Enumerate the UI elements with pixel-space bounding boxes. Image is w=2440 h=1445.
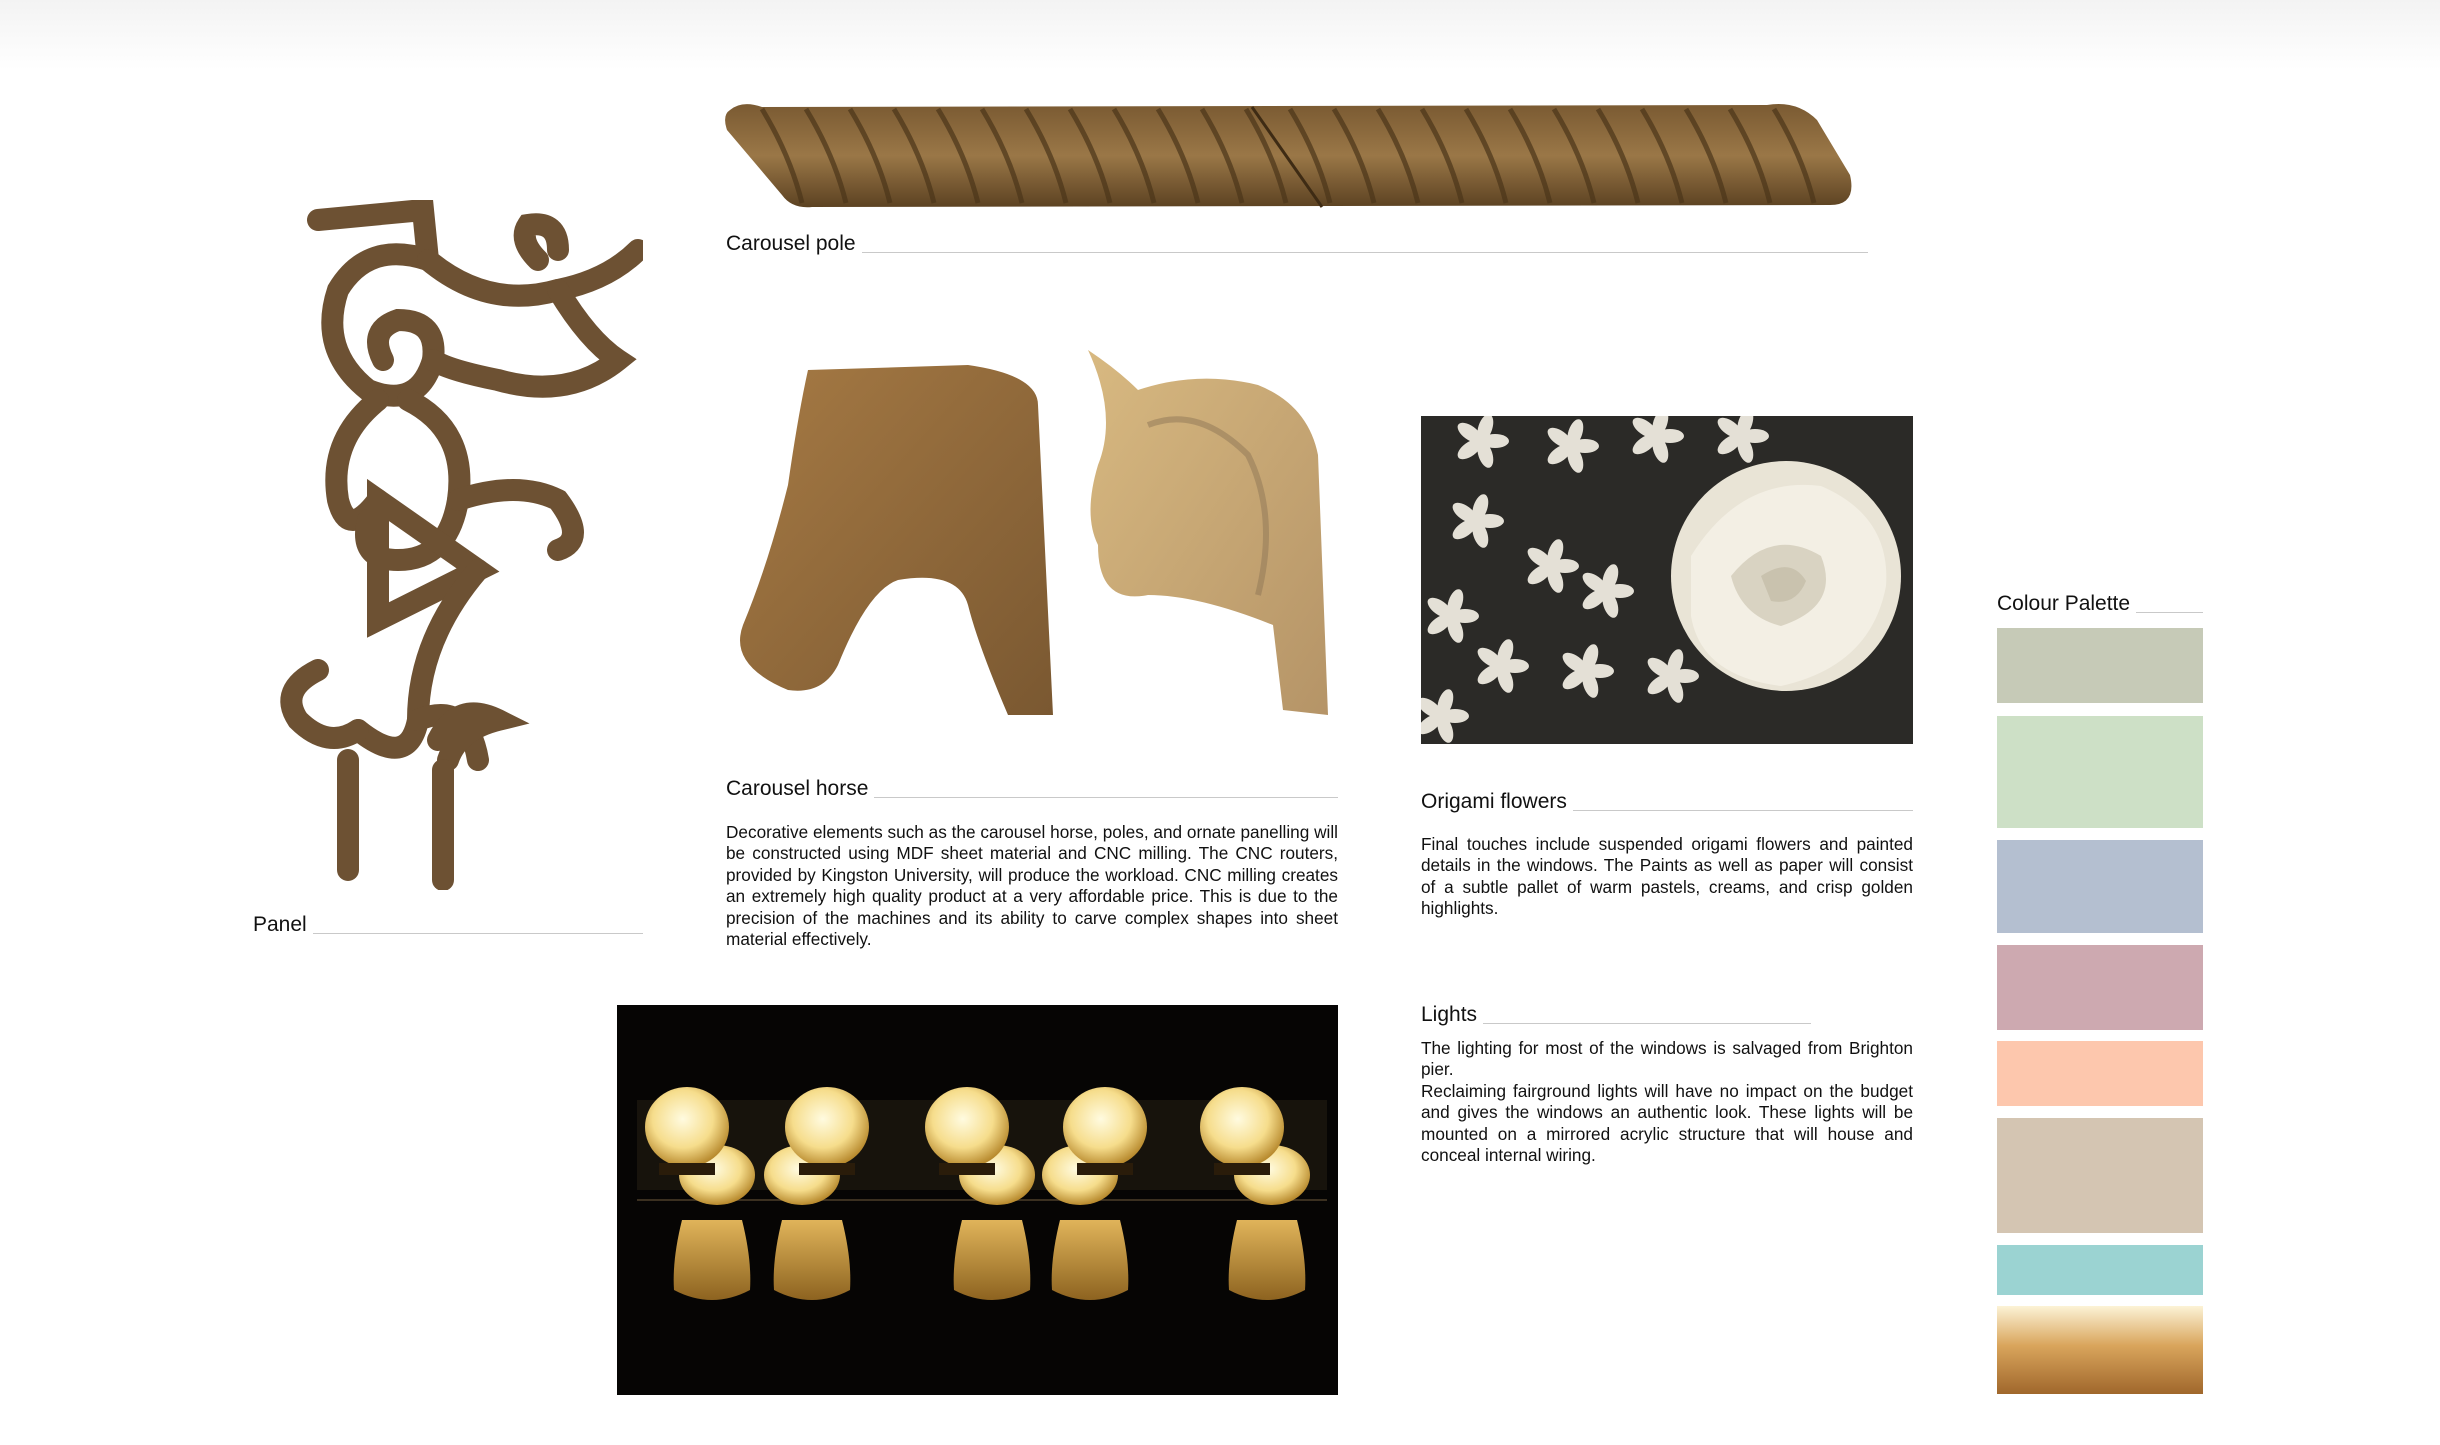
palette-swatch-6 bbox=[1997, 1118, 2203, 1233]
lights-text-1: The lighting for most of the windows is salvaged from Brighton pier. bbox=[1421, 1038, 1913, 1080]
colour-palette-caption bbox=[1997, 592, 2203, 616]
fairground-lights-photo bbox=[617, 1005, 1338, 1395]
lights-caption bbox=[1421, 1003, 1811, 1027]
palette-swatch-4 bbox=[1997, 945, 2203, 1030]
carousel-pole-label: Carousel pole bbox=[726, 232, 856, 255]
colour-palette-label: Colour Palette bbox=[1997, 592, 2131, 615]
palette-swatch-2 bbox=[1997, 716, 2203, 828]
ornate-panel-image bbox=[258, 200, 643, 890]
origami-flowers-photo bbox=[1421, 416, 1913, 744]
carousel-horse-caption bbox=[726, 777, 1338, 801]
top-shade bbox=[0, 0, 2440, 70]
palette-swatch-5 bbox=[1997, 1041, 2203, 1106]
lights-label: Lights bbox=[1421, 1003, 1478, 1026]
horse-head-image bbox=[728, 345, 1333, 725]
twisted-pole-image bbox=[722, 95, 1857, 215]
panel-caption bbox=[253, 913, 643, 937]
palette-swatch-1 bbox=[1997, 628, 2203, 703]
carousel-horse-label: Carousel horse bbox=[726, 777, 869, 800]
carousel-pole-caption bbox=[726, 232, 1868, 256]
carousel-horse-text: Decorative elements such as the carousel horse, poles, and ornate panelling will be constructed using MDF sheet material and CNC milling. The CNC routers, provided by Kingston University, will produce the workload. CNC milling creates an extremely high quality product at a very affordable price. This is due to the precision of the machines and its ability to carve complex shapes into sheet material effectively. bbox=[726, 822, 1338, 950]
palette-swatch-3 bbox=[1997, 840, 2203, 933]
palette-swatch-7 bbox=[1997, 1245, 2203, 1295]
lights-text bbox=[1421, 1038, 1913, 1166]
origami-flowers-label: Origami flowers bbox=[1421, 790, 1567, 813]
origami-flowers-caption bbox=[1421, 790, 1913, 814]
palette-swatch-8 bbox=[1997, 1306, 2203, 1394]
panel-label: Panel bbox=[253, 913, 307, 936]
origami-flowers-text: Final touches include suspended origami flowers and painted details in the windows. The Paints as well as paper will consist of a subtle pallet of warm pastels, creams, and crisp golden highlights. bbox=[1421, 834, 1913, 919]
lights-text-2: Reclaiming fairground lights will have no impact on the budget and gives the windows an authentic look. These lights will be mounted on a mirrored acrylic structure that will house and conceal internal wiring. bbox=[1421, 1080, 1913, 1166]
